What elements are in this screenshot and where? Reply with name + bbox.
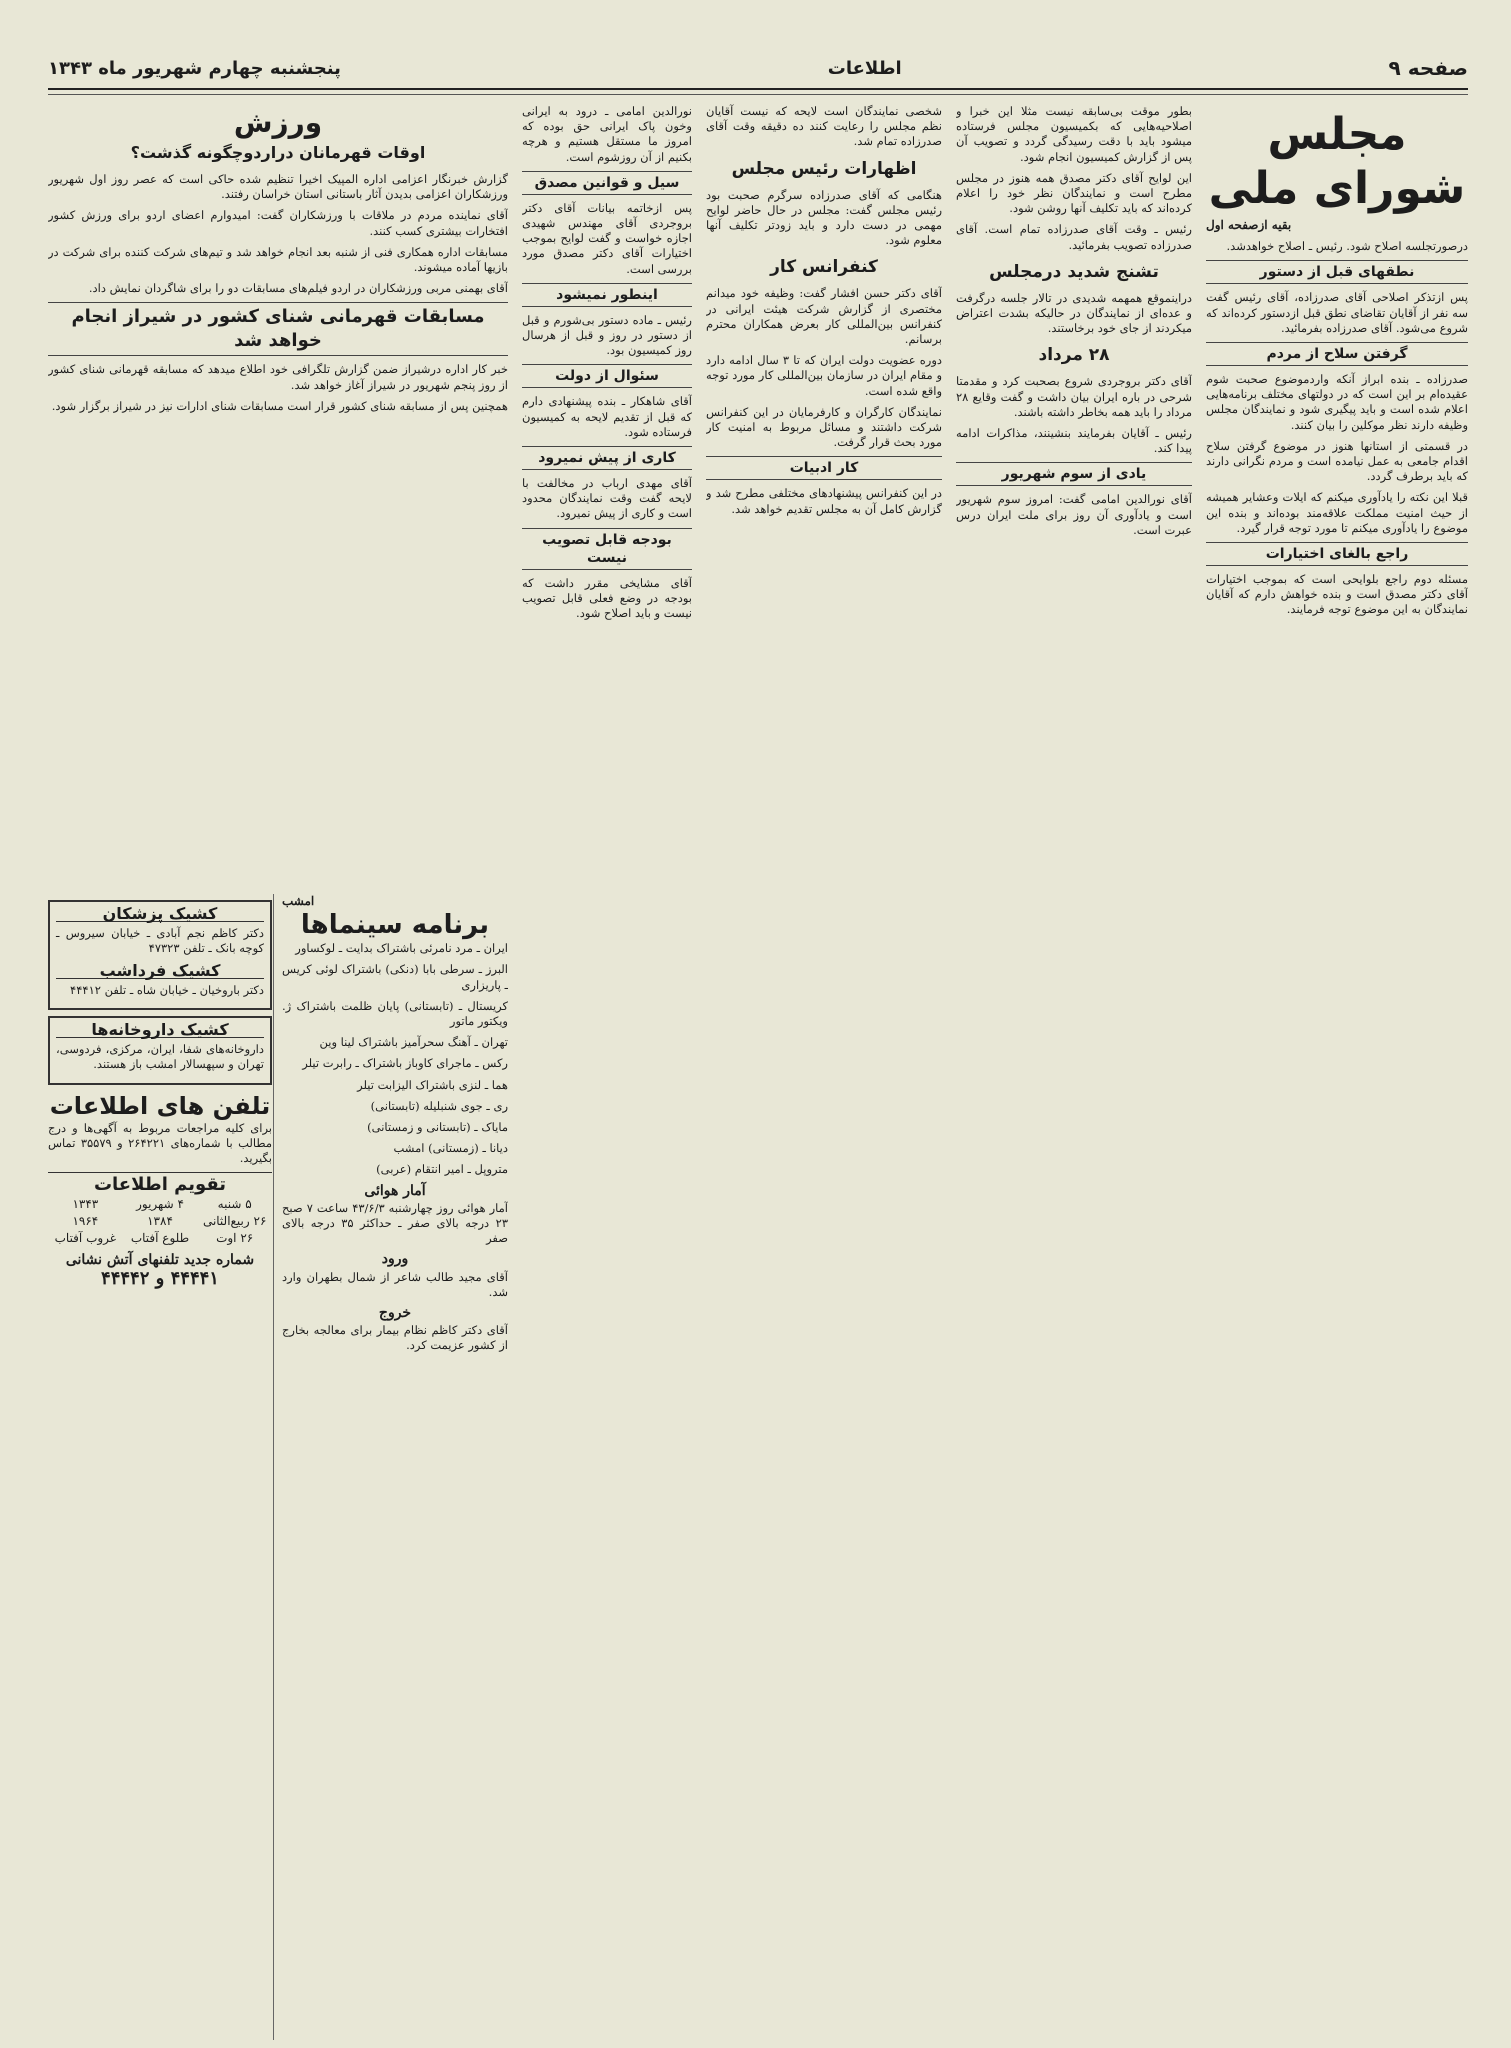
departures-text: آقای دکتر کاظم نظام بیمار برای معالجه بخارج از کشور عزیمت کرد. [282,1323,508,1353]
calendar-cell: ۵ شنبه [217,1197,252,1212]
subheading: کاری از پیش نمیرود [522,446,692,470]
subheading: بودجه قابل تصویب نیست [522,528,692,570]
cinema-item: هما ـ لنزی باشتراک الیزابت تیلر [357,1077,508,1092]
paragraph: گزارش خبرنگار اعزامی اداره المپیک اخیرا تنظیم شده حاکی است که عصر روز اول شهریور ورزشکاران اعزامی بدیدن آثار باستانی استان خراسان رفتند. [48,172,508,202]
doctors-on-call-box [48,900,272,1010]
cinema-title: برنامه سینماها [300,910,490,941]
issue-date: پنجشنبه چهارم شهریور ماه ۱۳۴۳ [48,57,341,79]
paragraph: دوره عضویت دولت ایران که تا ۳ سال ادامه دارد و مقام ایران در سازمان بین‌المللی کار مورد توجه واقع شده است. [706,353,942,398]
subheading: اینطور نمیشود [522,283,692,307]
calendar-cell: ۲۶ ربیع‌الثانی [202,1214,267,1229]
paragraph: هنگامی که آقای صدرزاده سرگرم صحبت بود رئیس مجلس گفت: مجلس در حال حاضر لوایح مهمی در دست دارد و باید زودتر تکلیف آنها معلوم شود. [706,187,942,248]
subheading: اظهارات رئیس مجلس [731,158,917,179]
cinema-item: متروپل ـ امیر انتقام (عربی) [376,1162,508,1177]
calendar-cell: غروب آفتاب [54,1231,117,1246]
paragraph: رئیس ـ آقایان بفرمایند بنشینند، مذاکرات ادامه پیدا کند. [956,426,1192,456]
subheading: مسابقات قهرمانی شنای کشور در شیراز انجام خواهد شد [48,302,508,356]
calendar-cell: ۱۹۶۴ [72,1214,99,1229]
paragraph: در این کنفرانس پیشنهادهای مختلفی مطرح شد و گزارش کامل آن به مجلس تقدیم خواهد شد. [706,486,942,516]
subheading: کنفرانس کار [770,257,878,278]
subheading: گرفتن سلاح از مردم [1206,342,1468,366]
subheading: سئوال از دولت [522,364,692,388]
paragraph: رئیس ـ وقت آقای صدرزاده تمام است. آقای صدرزاده تصویب بفرمائید. [956,222,1192,252]
column-4 [522,104,692,2040]
paragraph: پس ازخاتمه بیانات آقای دکتر بروجردی آقای مهندس شهیدی اجازه خواست و گفت لوایح بموجب اختیارات آقای دکتر مصدق مورد بررسی است. [522,200,692,276]
cinema-item: تهران ـ آهنگ سحرآمیز باشتراک لینا وین [319,1035,508,1050]
cinema-item: البرز ـ سرطی بابا (دنکی) باشتراک لوئی کریس ـ پاریزاری [282,962,508,992]
paragraph: درصورتجلسه اصلاح شود. رئیس ـ اصلاح خواهدشد. [1226,239,1468,254]
pharmacies-on-call-box [48,1016,272,1085]
sports-title: ورزش [233,106,323,139]
continuation-note: بقیه ازصفحه اول [1206,218,1292,232]
fire-phones-number: ۴۴۴۴۱ و ۴۴۴۴۲ [101,1267,219,1289]
box-text: دکتر باروخیان ـ خیابان شاه ـ تلفن ۴۴۴۱۲ [70,982,264,997]
subheading: سیل و قوانین مصدق [522,171,692,195]
box-title: کشیک فرداشب [56,963,264,979]
calendar-cell: ۴ شهریور [136,1197,184,1212]
fire-phones-title: شماره جدید تلفنهای آتش نشانی [65,1252,255,1269]
weather-text: آمار هوائی روز چهارشنبه ۴۳/۶/۳ ساعت ۷ صبح ۲۳ درجه بالای صفر ـ حداکثر ۳۵ درجه بالای صفر [282,1200,508,1246]
lower-listings [48,894,508,2040]
paragraph: در قسمتی از استانها هنوز در موضوع گرفتن سلاح اقدام جامعی به عمل نیامده است و مردم نگرانی دارند که باید برطرف گردد. [1206,438,1468,484]
subheading: راجع بالغای اختیارات [1206,542,1468,566]
paragraph: آقای نورالدین امامی گفت: امروز سوم شهریور است و یادآوری آن روز برای ملت ایران درس عبرت است. [956,492,1192,537]
column-3 [706,104,942,2040]
cinema-listing [273,894,508,2040]
box-text: دکتر کاظم نجم آبادی ـ خیابان سیروس ـ کوچه بانک ـ تلفن ۴۷۳۲۳ [56,926,264,956]
subheading: یادی از سوم شهریور [956,462,1192,486]
top-rule [48,94,1468,95]
departures-title: خروج [378,1305,412,1322]
paragraph: نورالدین امامی ـ درود به ایرانی وخون پاک ایرانی حق بوده که امروز ما مستقل هستیم و هرچه بکنیم از آن روزشوم است. [522,104,692,164]
subheading: نطقهای قبل از دستور [1206,260,1468,284]
paragraph: پس ازتذکر اصلاحی آقای صدرزاده، آقای رئیس گفت سه نفر از آقایان تقاضای نطق قبل ازدستور کرده‌اند که شروع می‌شود. آقای صدرزاده بفرمائید. [1206,290,1468,335]
newspaper-page [48,48,1468,2040]
subheading: ۲۸ مرداد [1038,345,1110,366]
newspaper-name: اطلاعات [827,57,902,79]
sports-subtitle: اوقات قهرمانان دراردوچگونه گذشت؟ [130,143,426,162]
paragraph: آقای نماینده مردم در ملاقات با ورزشکاران گفت: امیدوارم اعضای اردو برای ورزش کشور افتخارات بیشتری کسب کنند. [48,208,508,238]
calendar-cell: ۱۳۸۴ [147,1214,173,1229]
column-sports [48,104,508,2040]
paragraph: آقای بهمنی مربی ورزشکاران در اردو فیلم‌های مسابقات دو را برای شاگردان نمایش داد. [88,281,508,296]
cinema-tonight: امشب [282,894,315,908]
cinema-item: مایاک ـ (تابستانی و زمستانی) [367,1120,508,1135]
paragraph: همچنین پس از مسابقه شنای کشور قرار است مسابقات شنای ادارات نیز در شیراز برگزار شود. [51,398,508,413]
headline-majlis: مجلس شورای ملی [1208,109,1466,214]
paragraph: دراینموقع همهمه شدیدی در تالار جلسه درگرفت و عده‌ای از نمایندگان در حالیکه بشدت اعتراض میکردند از جای خود برخاستند. [956,290,1192,336]
cinema-item: رکس ـ ماجرای کاوباز باشتراک ـ رابرت تیلر [302,1056,508,1071]
column-majlis [1206,104,1468,2040]
box-text: داروخانه‌های شفا، ایران، مرکزی، فردوسی، تهران و سپهسالار امشب باز هستند. [56,1042,264,1072]
calendar-cell: ۱۳۴۳ [72,1197,99,1212]
calendar-cell: ۲۶ اوت [216,1231,254,1246]
cinema-item: دیانا ـ (زمستانی) امشب [393,1141,508,1156]
box-title: کشیک پزشکان [56,906,264,922]
paragraph: مسابقات اداره همکاری فنی از شنبه بعد انجام خواهد شد و تیم‌های شرکت کننده برای شرکت در بازیها آماده میشوند. [48,244,508,275]
subheading: تشنج شدید درمجلس [989,261,1159,282]
services-listing [48,894,272,2040]
paragraph: رئیس ـ ماده دستور بی‌شورم و قبل از دستور در روز و قبل از هرسال روز کمیسیون بود. [522,312,692,358]
calendar-grid [48,1196,272,1247]
paragraph: مسئله دوم راجع بلوایحی است که بموجب اختیارات آقای دکتر مصدق است و بنده خواهش دارم که آقایان نمایندگان به این موضوع توجه فرمایند. [1206,572,1468,617]
paragraph: خبر کار اداره درشیراز ضمن گزارش تلگرافی خود اطلاع میدهد که مسابقه قهرمانی شنای کشور از روز پنجم شهریور در شیراز آغاز خواهد شد. [48,362,508,392]
paragraph: بطور موقت بی‌سابقه نیست مثلا این خبرا و اصلاحیه‌هایی که بکمیسیون مجلس فرستاده میشود باید با دقت رسیدگی گردد و تصویب آن پس از گزارش کمیسیون انجام شود. [956,104,1192,164]
calendar-title: تقویم اطلاعات [48,1172,272,1192]
subheading: کار ادبیات [706,456,942,480]
paragraph: آقای شاهکار ـ بنده پیشنهادی دارم که قبل از تقدیم لایحه به کمیسیون فرستاده شود. [522,394,692,439]
page-number: صفحه ۹ [1388,56,1468,80]
phones-text: برای کلیه مراجعات مربوط به آگهی‌ها و درج مطالب با شماره‌های ۲۶۴۲۲۱ و ۳۵۵۷۹ تماس بگیرید. [48,1120,272,1166]
paragraph: آقای مشایخی مقرر داشت که بودجه در وضع فعلی قابل تصویب نیست و باید اصلاح شود. [522,575,692,621]
paragraph: آقای مهدی ارباب در مخالفت با لایحه گفت وقت نمایندگان محدود است و کاری از پیش نمیرود. [522,476,692,521]
phones-title: تلفن های اطلاعات [49,1091,271,1120]
cinema-item: ری ـ جوی شنبلیله (تابستانی) [370,1098,508,1113]
masthead [48,48,1468,90]
calendar-cell: طلوع آفتاب [130,1231,190,1246]
paragraph: نمایندگان کارگران و کارفرمایان در این کنفرانس شرکت داشتند و مسائل مربوط به امنیت کار مورد بحث قرار گرفت. [706,404,942,450]
column-2 [956,104,1192,2040]
paragraph: این لوایح آقای دکتر مصدق همه هنوز در مجلس مطرح است و نمایندگان نظر خود را اعلام کرده‌اند که باید تکلیف آنها روشن شود. [956,170,1192,216]
paragraph: آقای دکتر بروجردی شروع بصحبت کرد و مقدمتا شرحی در باره ایران بیان داشت و گفت وقایع ۲۸ مرداد را باید همه بخاطر داشته باشند. [956,374,1192,419]
weather-title: آمار هوائی [364,1182,426,1199]
arrivals-text: آقای مجید طالب شاعر از شمال بطهران وارد شد. [282,1269,508,1299]
paragraph: شخصی نمایندگان است لایحه که نیست آقایان نظم مجلس را رعایت کنند ده دقیقه وقت آقای صدرزاده تمام شد. [706,104,942,149]
paragraph: صدرزاده ـ بنده ابراز آنکه واردموضوع صحبت شوم عقیده‌ام بر این است که در دولتهای مختلف برنامه‌هایی اعلام شده است و باید پیگیری شود و نمایندگان مجلس وظیفه دارند نظر موکلین را بیان کنند. [1206,372,1468,432]
arrivals-title: ورود [381,1251,409,1268]
cinema-item: کریستال ـ (تابستانی) پایان ظلمت باشتراک ژ. ویکتور ماتور [282,998,508,1029]
paragraph: آقای دکتر حسن افشار گفت: وظیفه خود میدانم مختصری از گزارش شرکت هیئت ایرانی در کنفرانس بین‌المللی کار بعرض همکاران محترم برسانم. [706,286,942,347]
cinema-item: ایران ـ مرد نامرئی باشتراک بدایت ـ لوکساور [295,941,508,956]
box-title: کشیک داروخانه‌ها [56,1022,264,1038]
paragraph: قبلا این نکته را یادآوری میکنم که ایلات وعشایر همیشه از حیث امنیت مملکت علاقه‌مند بوده‌اند و بنده این موضوع را یادآوری میکنم تا مورد توجه قرار گیرد. [1206,490,1468,535]
